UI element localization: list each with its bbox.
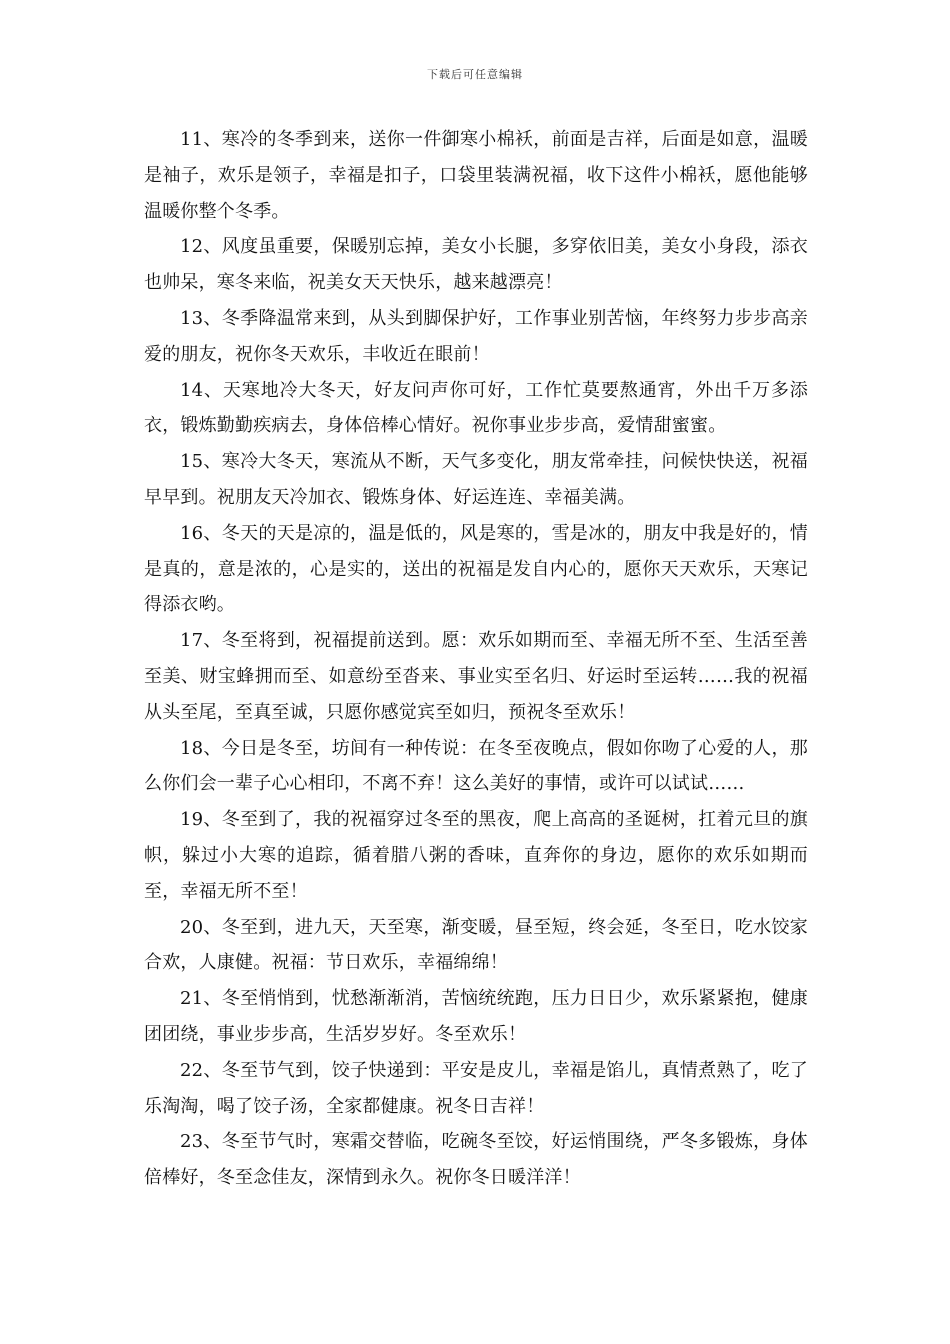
document-body xyxy=(144,122,808,1196)
paragraph-19: 19、冬至到了，我的祝福穿过冬至的黑夜，爬上高高的圣诞树，扛着元旦的旗帜，躲过小大寒的追踪，循着腊八粥的香味，直奔你的身边，愿你的欢乐如期而至，幸福无所不至！ xyxy=(144,809,808,902)
paragraph-17: 17、冬至将到，祝福提前送到。愿：欢乐如期而至、幸福无所不至、生活至善至美、财宝蜂拥而至、如意纷至沓来、事业实至名归、好运时至运转……我的祝福从头至尾，至真至诚，只愿你感觉宾至如归，预祝冬至欢乐！ xyxy=(144,630,808,723)
download-note: 下载后可任意编辑 xyxy=(427,68,523,81)
paragraph-14: 14、天寒地冷大冬天，好友问声你可好，工作忙莫要熬通宵，外出千万多添衣，锻炼勤勤疾病去，身体倍棒心情好。祝你事业步步高，爱情甜蜜蜜。 xyxy=(144,379,808,437)
paragraph-22: 22、冬至节气到，饺子快递到：平安是皮儿，幸福是馅儿，真情煮熟了，吃了乐淘淘，喝了饺子汤，全家都健康。祝冬日吉祥！ xyxy=(144,1059,808,1117)
paragraph-11: 11、寒冷的冬季到来，送你一件御寒小棉袄，前面是吉祥，后面是如意，温暖是袖子，欢乐是领子，幸福是扣子，口袋里装满祝福，收下这件小棉袄，愿他能够温暖你整个冬季。 xyxy=(144,129,808,222)
paragraph-12: 12、风度虽重要，保暖别忘掉，美女小长腿，多穿依旧美，美女小身段，添衣也帅呆，寒冬来临，祝美女天天快乐，越来越漂亮！ xyxy=(144,236,808,294)
paragraph-16: 16、冬天的天是凉的，温是低的，风是寒的，雪是冰的，朋友中我是好的，情是真的，意是浓的，心是实的，送出的祝福是发自内心的，愿你天天欢乐，天寒记得添衣哟。 xyxy=(144,522,808,616)
paragraph-15: 15、寒冷大冬天，寒流从不断，天气多变化，朋友常牵挂，问候快快送，祝福早早到。祝朋友天冷加衣、锻炼身体、好运连连、幸福美满。 xyxy=(144,451,808,508)
paragraph-13: 13、冬季降温常来到，从头到脚保护好，工作事业别苦恼，年终努力步步高亲爱的朋友，祝你冬天欢乐，丰收近在眼前！ xyxy=(144,307,808,365)
paragraph-18: 18、今日是冬至，坊间有一种传说：在冬至夜晚点，假如你吻了心爱的人，那么你们会一辈子心心相印，不离不弃！这么美好的事情，或许可以试试…… xyxy=(144,737,808,795)
paragraph-21: 21、冬至悄悄到，忧愁渐渐消，苦恼统统跑，压力日日少，欢乐紧紧抱，健康团团绕，事业步步高，生活岁岁好。冬至欢乐！ xyxy=(144,988,808,1045)
paragraph-23: 23、冬至节气时，寒霜交替临，吃碗冬至饺，好运悄围绕，严冬多锻炼，身体倍棒好，冬至念佳友，深情到永久。祝你冬日暖洋洋！ xyxy=(144,1131,808,1189)
paragraph-20: 20、冬至到，进九天，天至寒，渐变暖，昼至短，终会延，冬至日，吃水饺家合欢，人康健。祝福：节日欢乐，幸福绵绵！ xyxy=(144,916,808,974)
